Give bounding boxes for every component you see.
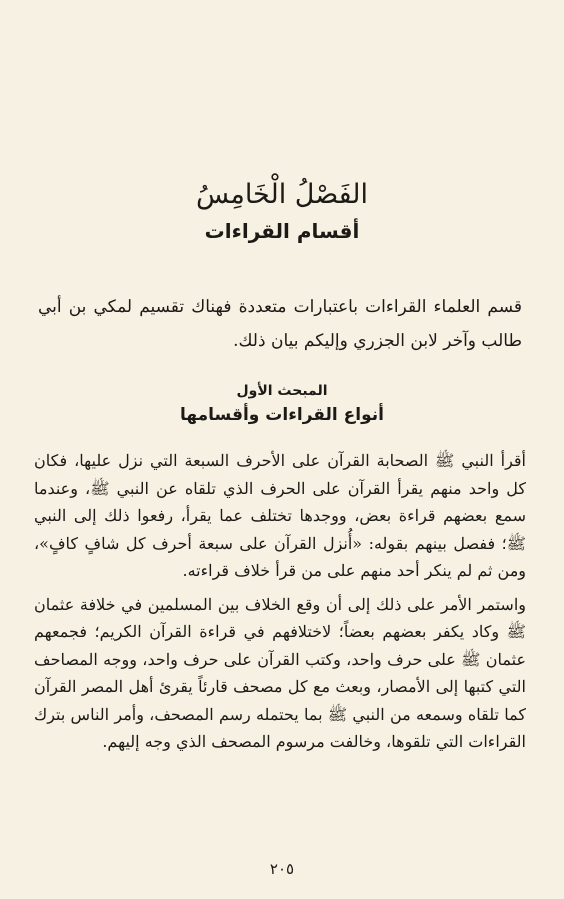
section-heading bbox=[0, 380, 564, 428]
body-paragraph: أقرأ النبي ﷺ الصحابة القرآن على الأحرف السبعة التي نزل عليها، فكان كل واحد منهم يقرأ القرآن على الحرف الذي تلقاه عن النبي ﷺ، وعندما سمع بعضهم قراءة بعض، ووجدها تختلف عما يقرأ، رفعوا ذلك إلى النبي ﷺ؛ ففصل بينهم بقوله: «أُنزل القرآن على سبعة أحرف كل شافٍ كافٍ»، ومن ثم لم ينكر أحد منهم على من قرأ خلاف قراءته. bbox=[34, 451, 527, 580]
body-paragraph: واستمر الأمر على ذلك إلى أن وقع الخلاف بين المسلمين في خلافة عثمان ﷺ وكاد يكفر بعضهم بعضاً؛ لاختلافهم في قراءة القرآن الكريم؛ فجمعهم عثمان ﷺ على حرف واحد، وكتب القرآن على حرف واحد، ووجه المصاحف التي كتبها إلى الأمصار، وبعث مع كل مصحف قارئاً يقرئ أهل المصر القرآن كما تلقاه وسمعه من النبي ﷺ بما يحتمله رسم المصحف، وأمر الناس بترك القراءات التي تلقوها، وخالفت مرسوم المصحف الذي وجه إليهم. bbox=[34, 594, 526, 751]
page-number: ٢٠٥ bbox=[269, 860, 295, 878]
chapter-ornament-title: الفَصْلُ الْخَامِسُ bbox=[195, 179, 369, 210]
section-label: المبحث الأول bbox=[236, 383, 328, 399]
chapter-heading bbox=[0, 178, 564, 244]
section-title: أنواع القراءات وأقسامها bbox=[180, 405, 384, 425]
chapter-title: أقسام القراءات bbox=[204, 219, 360, 243]
intro-paragraph: قسم العلماء القراءات باعتبارات متعددة فهناك تقسيم لمكي بن أبي طالب وآخر لابن الجزري وإليكم بيان ذلك. bbox=[38, 297, 522, 351]
body-text bbox=[34, 447, 526, 756]
